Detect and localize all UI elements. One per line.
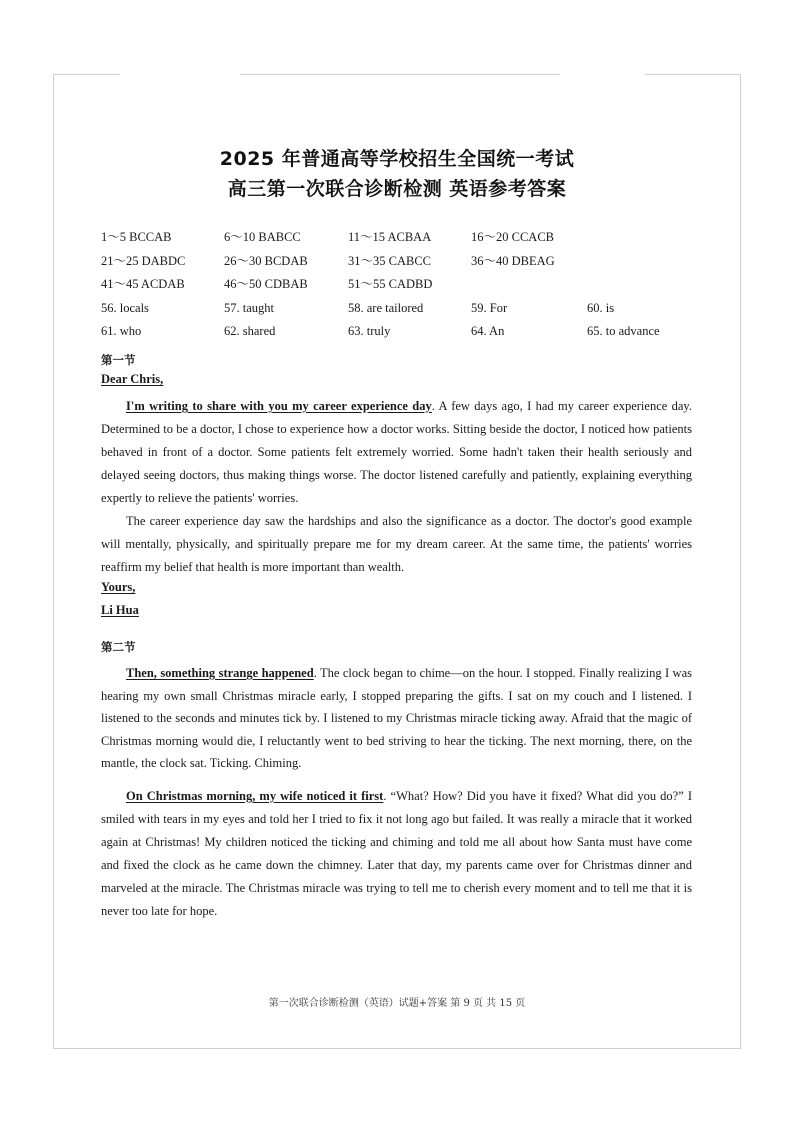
answer-cell: 26～30 BCDAB [224, 253, 308, 268]
answer-cell: 57. taught [224, 300, 274, 315]
answer-key-table [101, 226, 710, 344]
letter-paragraph-2: The career experience day saw the hardships and also the significance as a doctor. The doctor's good example will mentally, physically, and spiritually prepare me for my dream career. At the same time, the patients' worries reaffirm my belief that health is more important than wealth. [101, 514, 692, 574]
answer-cell: 64. An [471, 324, 505, 338]
answer-cell: 21～25 DABDC [101, 253, 186, 268]
answer-row [101, 273, 710, 297]
section-heading-1: 第一节 [101, 353, 136, 367]
answer-cell: 60. is [587, 300, 615, 315]
letter-closing: Yours, [101, 580, 136, 594]
answer-cell: 63. truly [348, 324, 391, 338]
answer-cell [587, 250, 710, 274]
page-title-line-1: 2025 年普通高等学校招生全国统一考试 [219, 148, 575, 170]
answer-cell: 31～35 CABCC [348, 253, 432, 268]
story-paragraph-1 [101, 662, 692, 775]
story-paragraph-1-text: . The clock began to chime—on the hour. I stopped. Finally realizing I was hearing my own small Christmas miracle early, I stopped preparing the gifts. I sat on my couch and I listened. I listened to the seconds and minutes tick by. I listened to my Christmas miracle ticking away. Afraid that the magic of Christmas morning would die, I reluctantly went to bed striving to hear the ticking. The next morning, there, on the mantle, the clock sat. Ticking. Chiming. [101, 666, 692, 770]
answer-cell: 46～50 CDBAB [224, 277, 308, 291]
answer-cell: 1～5 BCCAB [101, 230, 172, 244]
answer-cell: 59. For [471, 300, 508, 315]
section-heading-2: 第二节 [101, 640, 136, 654]
letter-paragraph-1-text: . A few days ago, I had my career experience day. Determined to be a doctor, I chose to experience how a doctor works. Sitting beside the doctor, I noticed how patients behaved in front of a doctor. Some patients felt extremely worried. Some hadn't taken their health seriously and delayed seeing doctors, thus making things worse. The doctor listened carefully and patiently, explaining everything expertly to relieve the patients' worries. [101, 399, 692, 505]
answer-cell: 16～20 CCACB [471, 230, 555, 244]
answer-row [101, 250, 710, 274]
letter-body [101, 395, 692, 579]
answer-cell: 6～10 BABCC [224, 230, 301, 244]
answer-cell: 65. to advance [587, 324, 660, 338]
border-gap [120, 70, 240, 78]
answer-cell: 51～55 CADBD [348, 277, 433, 291]
page-footer: 第一次联合诊断检测（英语）试题+答案 第 9 页 共 15 页 [268, 998, 526, 1009]
answer-cell: 62. shared [224, 324, 276, 338]
story-paragraph-2-text: . “What? How? Did you have it fixed? What did you do?” I smiled with tears in my eyes and told her I tried to fix it not long ago but failed. It was really a miracle that it worked again at Christmas! My children noticed the ticking and chiming and told me all about how Santa must have come and fixed the clock as he came down the chimney. Later that day, my parents came over for Christmas dinner and marveled at the miracle. The Christmas miracle was trying to tell me to cherish every moment and to tell me that it is never too late for hope. [101, 788, 693, 918]
answer-row [101, 320, 710, 344]
answer-cell: 41～45 ACDAB [101, 277, 185, 291]
letter-opening-sentence: I'm writing to share with you my career experience day [126, 399, 432, 413]
letter-paragraph-1 [101, 395, 692, 510]
answer-cell: 61. who [101, 324, 142, 338]
answer-cell [471, 273, 587, 297]
answer-cell [587, 226, 710, 250]
story-paragraph-2-lead: On Christmas morning, my wife noticed it first [126, 788, 384, 803]
answer-cell: 58. are tailored [348, 300, 424, 315]
story-continuation [101, 662, 692, 923]
story-paragraph-1-lead: Then, something strange happened [126, 666, 314, 680]
answer-cell: 11～15 ACBAA [348, 230, 432, 244]
page-title-line-2: 高三第一次联合诊断检测 英语参考答案 [227, 178, 567, 200]
answer-row [101, 226, 710, 250]
answer-cell [587, 273, 710, 297]
story-paragraph-2 [101, 785, 692, 923]
answer-cell: 36～40 DBEAG [471, 253, 555, 268]
letter-salutation: Dear Chris, [101, 372, 164, 386]
answer-row [101, 297, 710, 321]
border-gap [560, 70, 645, 78]
answer-cell: 56. locals [101, 300, 149, 315]
letter-signature: Li Hua [101, 603, 139, 617]
